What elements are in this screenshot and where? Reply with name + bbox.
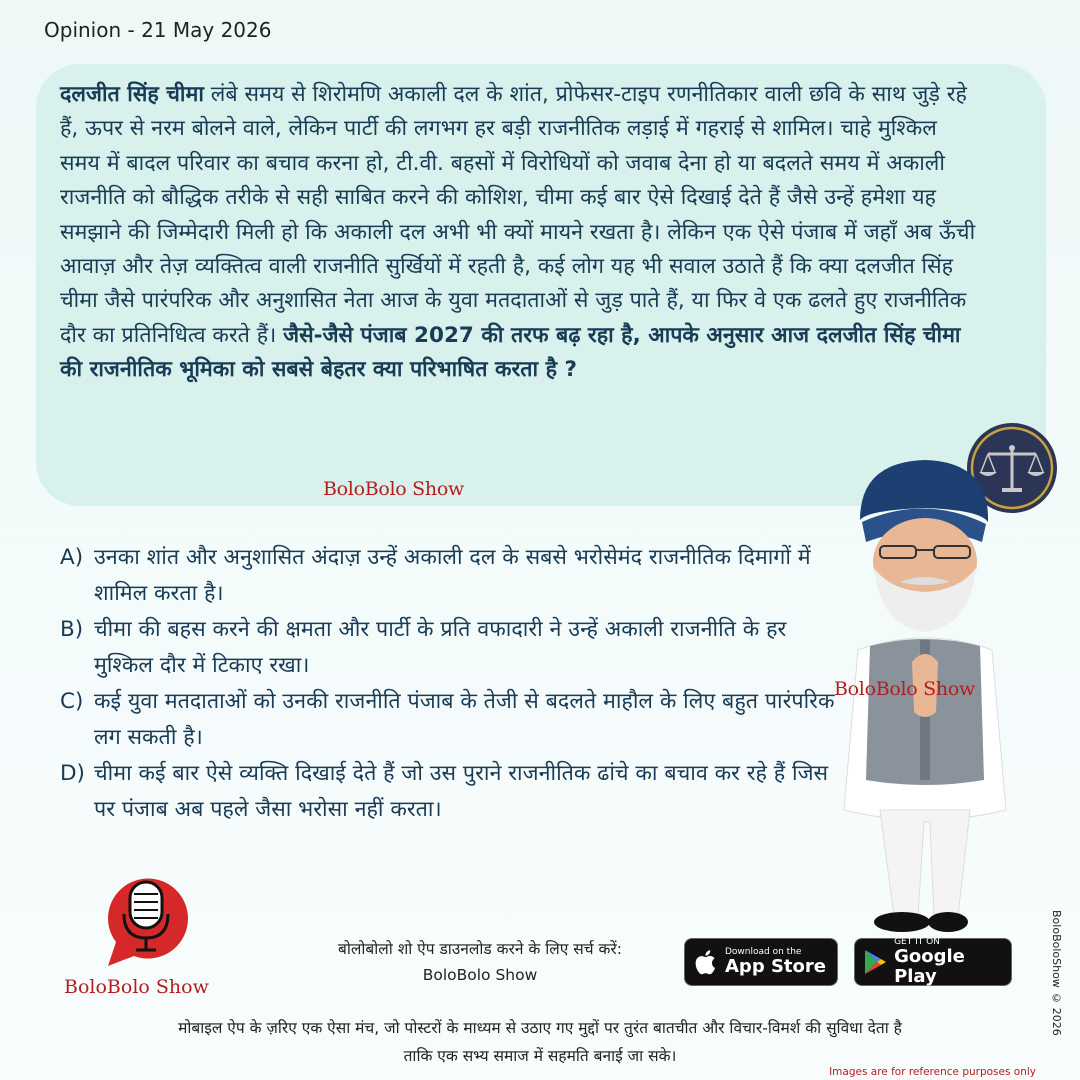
download-instruction xyxy=(290,936,670,988)
lead-name: दलजीत सिंह चीमा xyxy=(60,82,204,107)
option-letter: A) xyxy=(60,545,84,570)
option-text: कई युवा मतदाताओं को उनकी राजनीति पंजाब के तेजी से बदलते माहौल के लिए बहुत पारंपरिक लग सकती है। xyxy=(94,689,835,750)
footer-line-1: मोबाइल ऐप के ज़रिए एक ऐसा मंच, जो पोस्टरों के माध्यम से उठाए गए मुद्दों पर तुरंत बातचीत और विचार-विमर्श की सुविधा देता है xyxy=(178,1019,902,1037)
microphone-logo-icon xyxy=(94,870,202,968)
option-letter: B) xyxy=(60,617,84,642)
option-text: चीमा कई बार ऐसे व्यक्ति दिखाई देते हैं जो उस पुराने राजनीतिक ढांचे का बचाव कर रहे हैं जिस पर पंजाब अब पहले जैसा भरोसा नहीं करता। xyxy=(94,761,829,822)
google-play-button[interactable] xyxy=(854,938,1012,986)
copyright-label: BoloBoloShow © 2026 xyxy=(1050,910,1063,1036)
disclaimer: Images are for reference purposes only xyxy=(829,1066,1036,1078)
option-text: उनका शांत और अनुशासित अंदाज़ उन्हें अकाली दल के सबसे भरोसेमंद राजनीतिक दिमागों में शामिल करता है। xyxy=(94,545,811,606)
footer-text xyxy=(40,1014,1040,1070)
google-play-small-label: GET IT ON xyxy=(894,937,940,947)
google-play-big-label: Google Play xyxy=(894,946,965,987)
google-play-icon xyxy=(855,949,894,975)
apple-icon xyxy=(685,948,725,976)
download-app-name: BoloBolo Show xyxy=(422,966,538,984)
option-c[interactable] xyxy=(60,684,840,756)
app-store-button[interactable] xyxy=(684,938,838,986)
app-store-big-label: App Store xyxy=(725,956,826,977)
options-list xyxy=(60,540,840,828)
date-label: Opinion - 21 May 2026 xyxy=(44,18,272,42)
option-b[interactable] xyxy=(60,612,840,684)
option-letter: C) xyxy=(60,689,84,714)
option-letter: D) xyxy=(60,761,85,786)
option-text: चीमा की बहस करने की क्षमता और पार्टी के प्रति वफादारी ने उन्हें अकाली राजनीति के हर मुश्किल दौर में टिकाए रखा। xyxy=(94,617,787,678)
card-watermark: BoloBolo Show xyxy=(323,478,464,500)
opinion-text xyxy=(60,78,980,388)
brand-logo-text: BoloBolo Show xyxy=(64,976,209,998)
download-instruction-text: बोलोबोलो शो ऐप डाउनलोड करने के लिए सर्च करें: xyxy=(338,940,622,958)
figure-watermark: BoloBolo Show xyxy=(834,678,975,700)
app-store-small-label: Download on the xyxy=(725,947,802,957)
opinion-question: जैसे-जैसे पंजाब 2027 की तरफ बढ़ रहा है, आपके अनुसार आज दलजीत सिंह चीमा की राजनीतिक भूमिका को सबसे बेहतर क्या परिभाषित करता है ? xyxy=(60,322,961,383)
option-d[interactable] xyxy=(60,756,840,828)
footer-line-2: ताकि एक सभ्य समाज में सहमति बनाई जा सके। xyxy=(403,1047,677,1065)
opinion-body: लंबे समय से शिरोमणि अकाली दल के शांत, प्रोफेसर-टाइप रणनीतिकार वाली छवि के साथ जुड़े रहे हैं, ऊपर से नरम बोलने वाले, लेकिन पार्टी की लगभग हर बड़ी राजनीतिक लड़ाई में गहराई से शामिल। चाहे मुश्किल समय में बादल परिवार का बचाव करना हो, टी.वी. बहसों में विरोधियों को जवाब देना हो या बदलते समय में अकाली राजनीति को बौद्धिक तरीके से सही साबित करने की कोशिश, चीमा कई बार ऐसे दिखाई देते हैं जैसे उन्हें हमेशा यह समझाने की जिम्मेदारी मिली हो कि अकाली दल अभी भी क्यों मायने रखता है। लेकिन एक ऐसे पंजाब में जहाँ अब ऊँची आवाज़ और तेज़ व्यक्तित्व वाली राजनीति सुर्खियों में रहती है, कई लोग यह भी सवाल उठाते हैं कि क्या दलजीत सिंह चीमा जैसे पारंपरिक और अनुशासित नेता आज के युवा मतदाताओं से जुड़ पाते हैं, या फिर वे एक ढलते हुए राजनीतिक दौर का प्रतिनिधित्व करते हैं। xyxy=(60,82,976,348)
option-a[interactable] xyxy=(60,540,840,612)
